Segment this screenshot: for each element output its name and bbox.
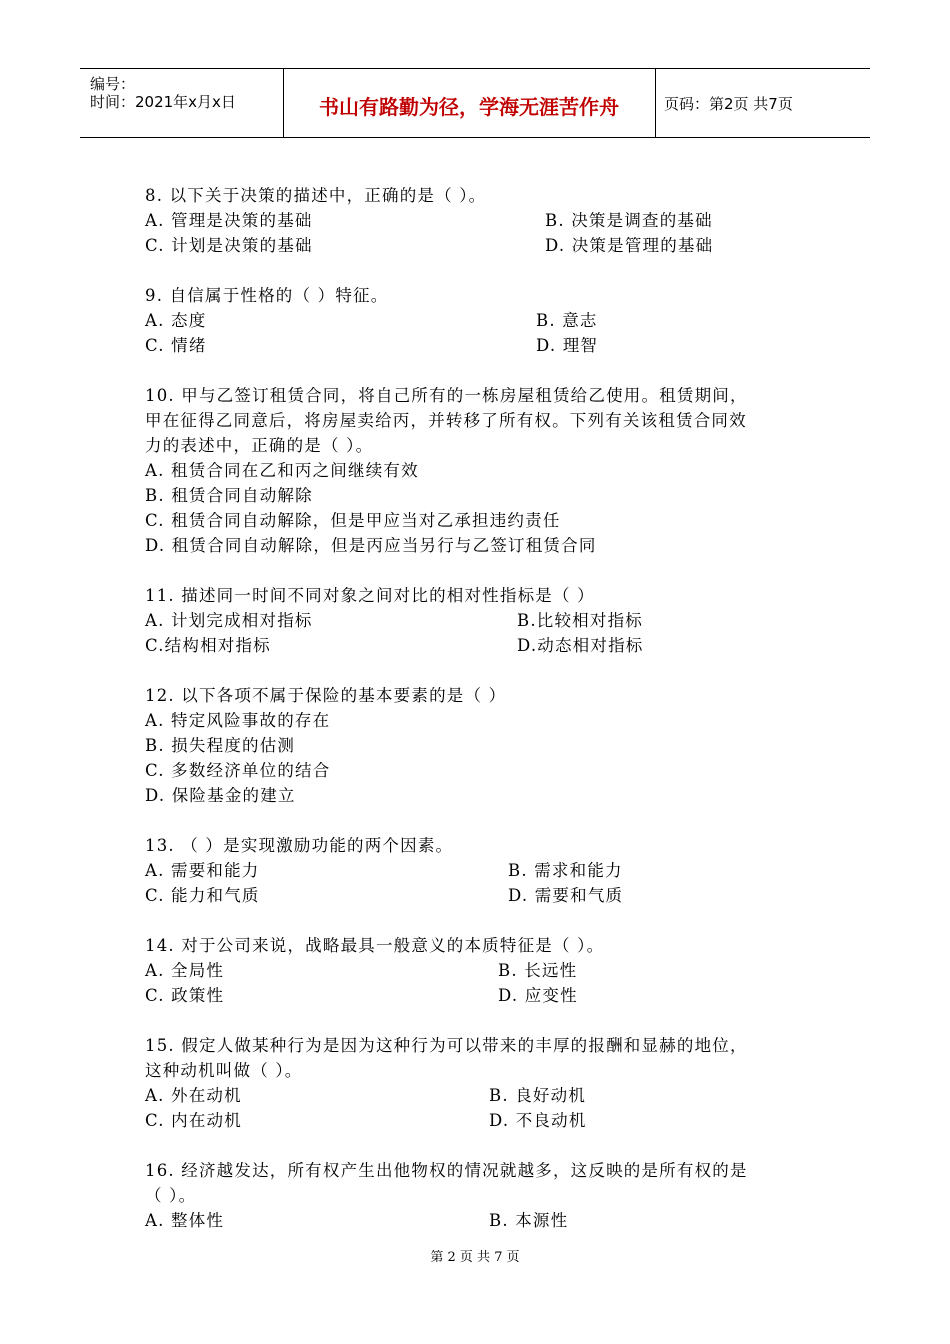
- option-b: B. 本源性: [489, 1211, 569, 1230]
- option-b: B. 损失程度的估测: [145, 736, 296, 755]
- option-b: B. 租赁合同自动解除: [145, 486, 313, 505]
- question-stem-line-1: 16. 经济越发达，所有权产生出他物权的情况就越多，这反映的是所有权的是: [145, 1161, 748, 1180]
- question-stem-line-1: 15. 假定人做某种行为是因为这种行为可以带来的丰厚的报酬和显赫的地位，: [145, 1036, 748, 1055]
- question-10: [145, 383, 825, 558]
- question-14: [145, 933, 825, 1008]
- header-motto: 书山有路勤为径，学海无涯苦作舟: [319, 95, 619, 119]
- question-13: [145, 833, 825, 908]
- option-b: B. 长远性: [498, 961, 578, 980]
- question-stem: 13. （ ）是实现激励功能的两个因素。: [145, 836, 454, 855]
- option-d: D. 应变性: [498, 986, 578, 1005]
- header-middle-cell: [283, 69, 656, 137]
- option-c: C. 多数经济单位的结合: [145, 761, 331, 780]
- option-a: A. 特定风险事故的存在: [145, 711, 331, 730]
- option-a: A. 需要和能力: [145, 861, 260, 880]
- option-d: D.动态相对指标: [517, 636, 644, 655]
- option-a: A. 整体性: [145, 1211, 225, 1230]
- question-11: [145, 583, 825, 658]
- question-12: [145, 683, 825, 808]
- option-b: B. 良好动机: [489, 1086, 587, 1105]
- question-stem-line-2: 甲在征得乙同意后，将房屋卖给丙，并转移了所有权。下列有关该租赁合同效: [145, 411, 747, 430]
- question-8: [145, 183, 825, 258]
- question-stem: 9. 自信属于性格的（ ）特征。: [145, 286, 389, 305]
- question-stem-line-2: （ ）。: [145, 1186, 197, 1205]
- question-stem: 14. 对于公司来说，战略最具一般意义的本质特征是（ ）。: [145, 936, 605, 955]
- option-c: C. 政策性: [145, 986, 225, 1005]
- option-b: B. 决策是调查的基础: [545, 211, 713, 230]
- question-16: [145, 1158, 825, 1233]
- header-right-cell: [656, 69, 870, 137]
- document-number-label: 编号：: [90, 75, 136, 93]
- option-a: A. 外在动机: [145, 1086, 242, 1105]
- question-stem: 8. 以下关于决策的描述中，正确的是（ ）。: [145, 186, 487, 205]
- option-a: A. 态度: [145, 311, 207, 330]
- option-c: C.结构相对指标: [145, 636, 271, 655]
- option-c: C. 情绪: [145, 336, 207, 355]
- option-d: D. 理智: [536, 336, 599, 355]
- option-c: C. 内在动机: [145, 1111, 242, 1130]
- document-date: 时间：2021年x月x日: [90, 93, 236, 111]
- option-a: A. 管理是决策的基础: [145, 211, 313, 230]
- option-c: C. 计划是决策的基础: [145, 236, 313, 255]
- question-stem-line-2: 这种动机叫做（ ）。: [145, 1061, 303, 1080]
- option-c: C. 能力和气质: [145, 886, 260, 905]
- header-left-cell: [80, 69, 284, 137]
- option-b: B.比较相对指标: [517, 611, 643, 630]
- question-stem: 12. 以下各项不属于保险的基本要素的是（ ）: [145, 686, 507, 705]
- option-d: D. 决策是管理的基础: [545, 236, 714, 255]
- option-c: C. 租赁合同自动解除，但是甲应当对乙承担违约责任: [145, 511, 561, 530]
- option-d: D. 租赁合同自动解除，但是丙应当另行与乙签订租赁合同: [145, 536, 597, 555]
- page-header: [80, 68, 870, 138]
- option-a: A. 租赁合同在乙和丙之间继续有效: [145, 461, 419, 480]
- option-d: D. 不良动机: [489, 1111, 587, 1130]
- question-list: [145, 183, 825, 1233]
- option-b: B. 需求和能力: [508, 861, 623, 880]
- question-stem-line-3: 力的表述中，正确的是（ ）。: [145, 436, 374, 455]
- question-9: [145, 283, 825, 358]
- option-b: B. 意志: [536, 311, 598, 330]
- question-15: [145, 1033, 825, 1133]
- option-d: D. 保险基金的建立: [145, 786, 296, 805]
- option-a: A. 全局性: [145, 961, 225, 980]
- option-d: D. 需要和气质: [508, 886, 624, 905]
- question-stem: 11. 描述同一时间不同对象之间对比的相对性指标是（ ）: [145, 586, 595, 605]
- header-page-info: 页码：第2页 共7页: [664, 95, 793, 113]
- option-a: A. 计划完成相对指标: [145, 611, 313, 630]
- question-stem-line-1: 10. 甲与乙签订租赁合同，将自己所有的一栋房屋租赁给乙使用。租赁期间，: [145, 386, 748, 405]
- page-footer: 第 2 页 共 7 页: [430, 1250, 520, 1265]
